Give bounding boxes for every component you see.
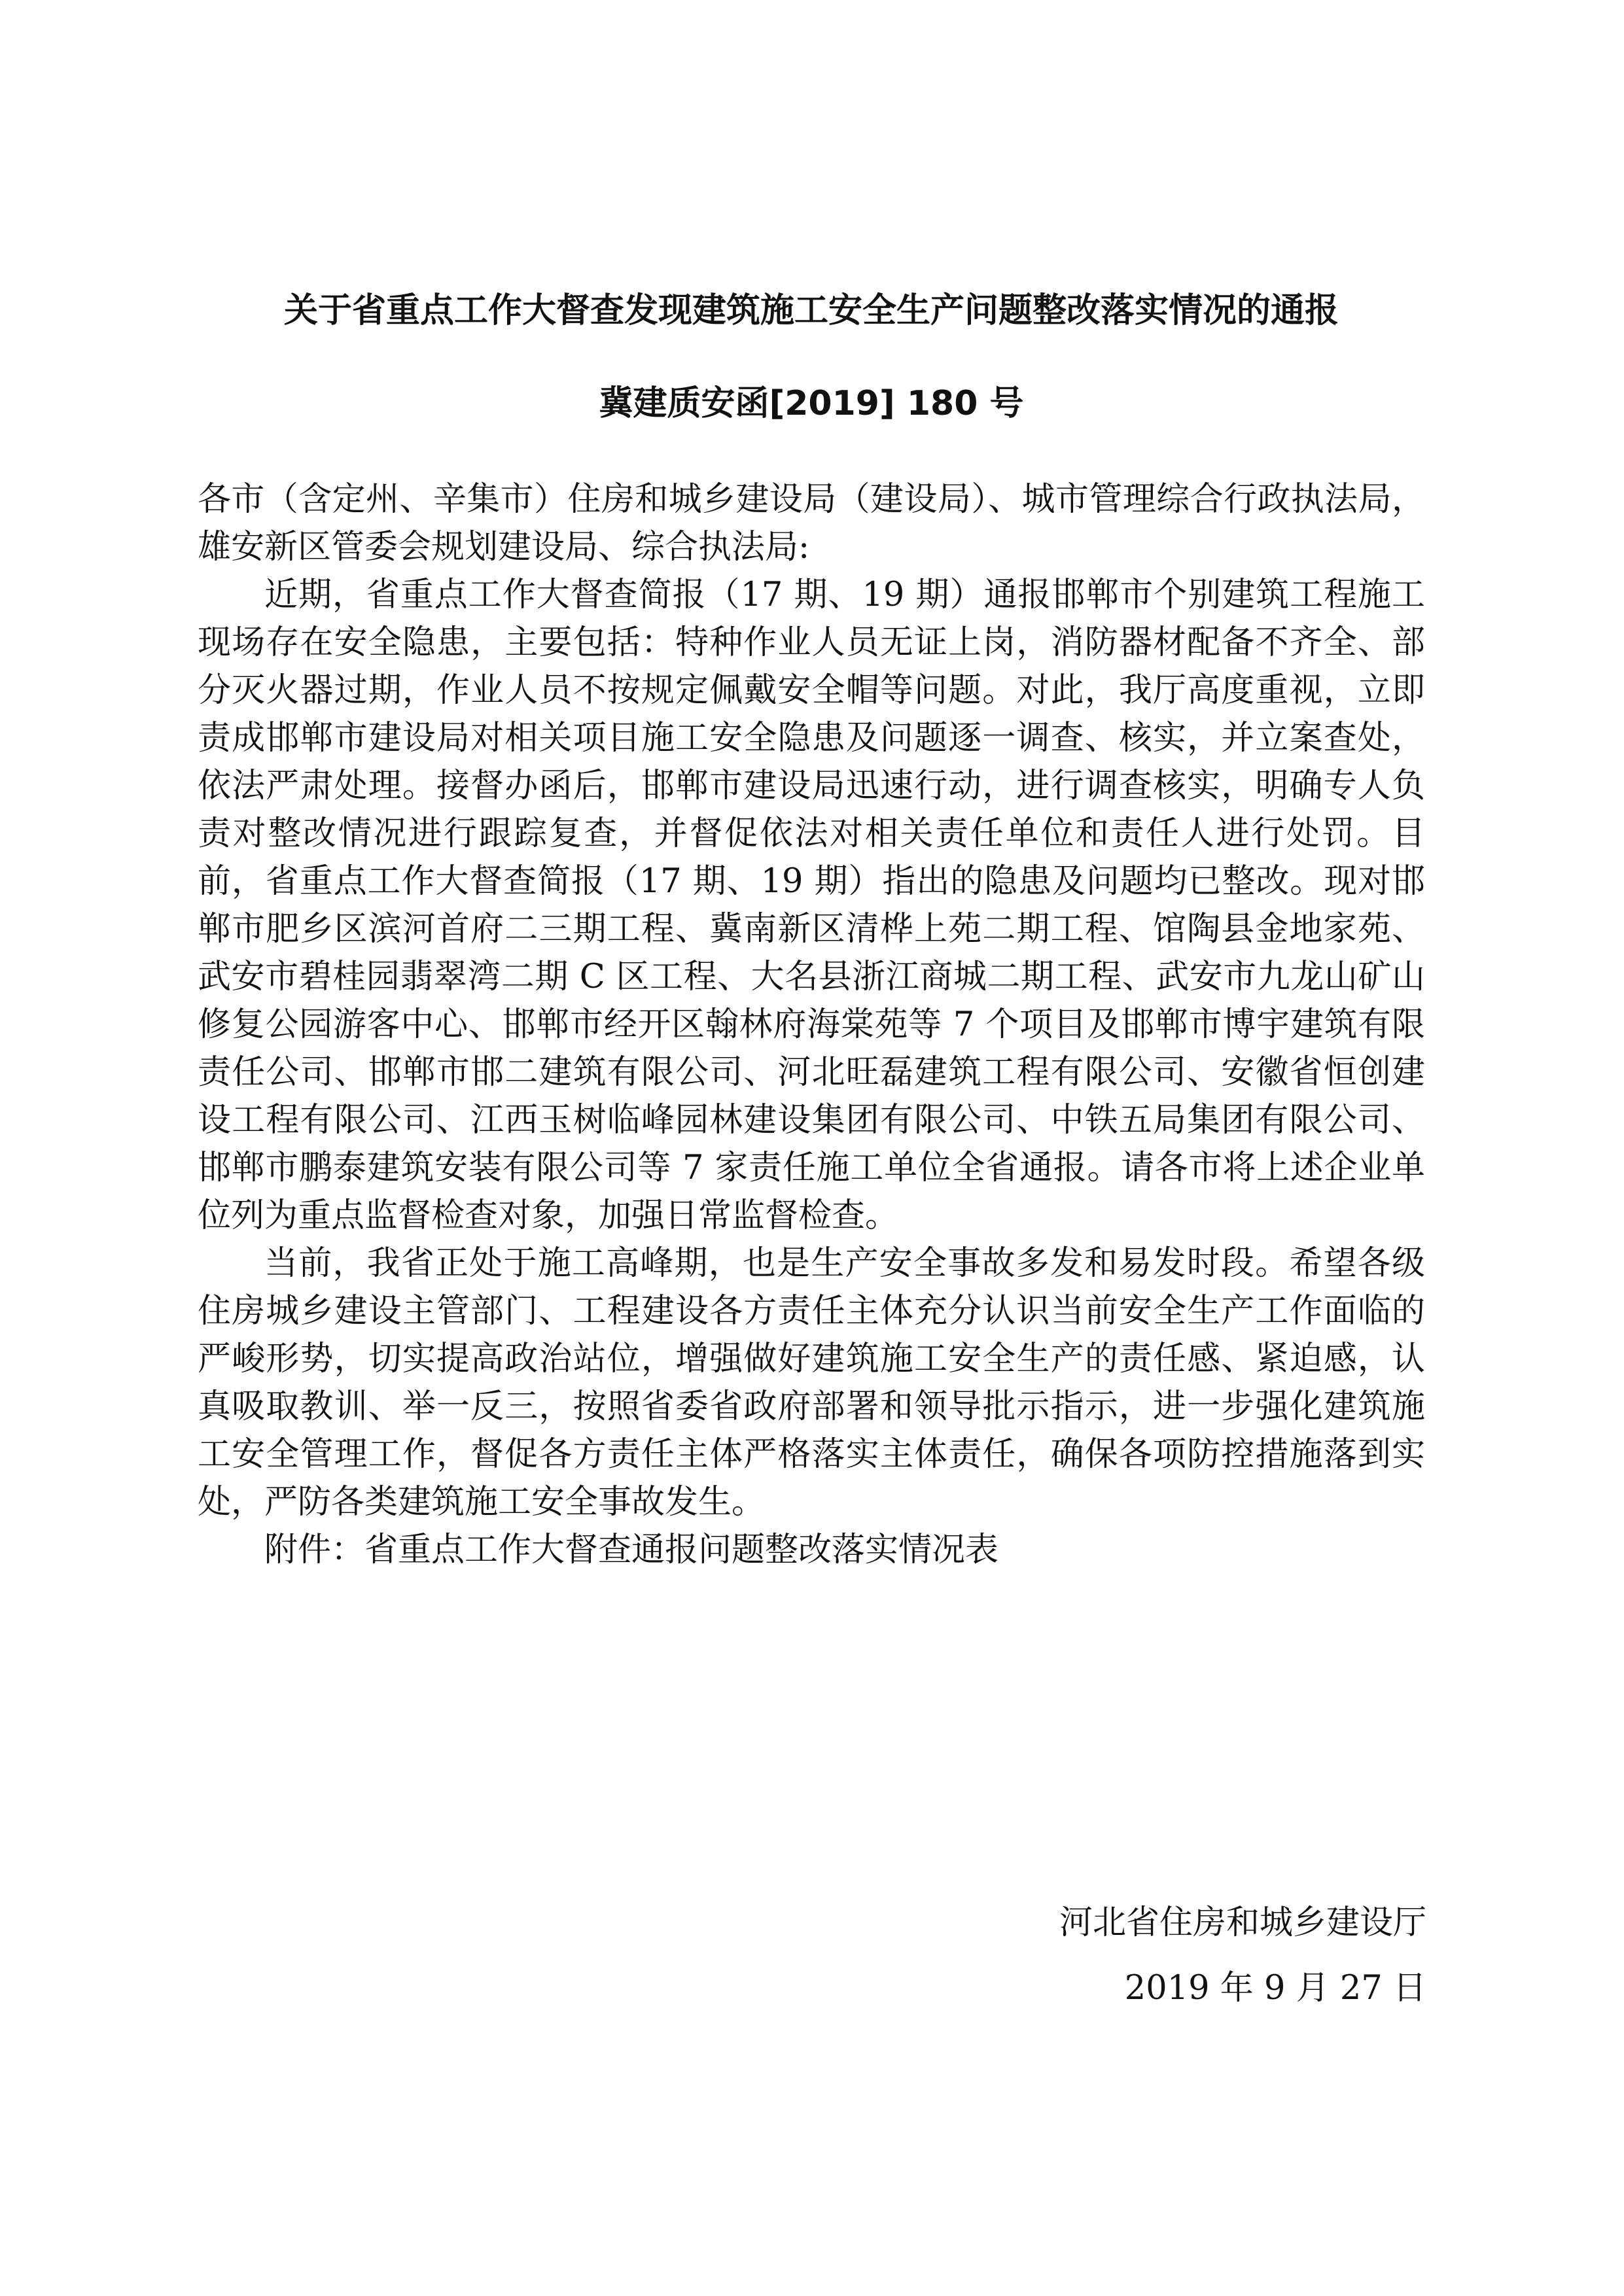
attachment-line: 附件：省重点工作大督查通报问题整改落实情况表 — [264, 1531, 999, 1569]
document-body — [198, 476, 1425, 1574]
paragraph-2: 当前，我省正处于施工高峰期，也是生产安全事故多发和易发时段。希望各级住房城乡建设主管部门、工程建设各方责任主体充分认识当前安全生产工作面临的严峻形势，切实提高政治站位，增强做好建筑施工安全生产的责任感、紧迫感，认真吸取教训、举一反三，按照省委省政府部署和领导批示指示，进一步强化建筑施工安全管理工作，督促各方责任主体严格落实主体责任，确保各项防控措施落到实处，严防各类建筑施工安全事故发生。 — [198, 1244, 1425, 1522]
signature-block — [1059, 1890, 1426, 2021]
paragraph-1: 近期，省重点工作大督查简报（17 期、19 期）通报邯郸市个别建筑工程施工现场存在安全隐患，主要包括：特种作业人员无证上岗，消防器材配备不齐全、部分灭火器过期，作业人员不按规定佩戴安全帽等问题。对此，我厅高度重视，立即责成邯郸市建设局对相关项目施工安全隐患及问题逐一调查、核实，并立案查处，依法严肃处理。接督办函后，邯郸市建设局迅速行动，进行调查核实，明确专人负责对整改情况进行跟踪复查，并督促依法对相关责任单位和责任人进行处罚。目前，省重点工作大督查简报（17 期、19 期）指出的隐患及问题均已整改。现对邯郸市肥乡区滨河首府二三期工程、冀南新区清桦上苑二期工程、馆陶县金地家苑、武安市碧桂园翡翠湾二期 C 区工程、大名县浙江商城二期工程、武安市九龙山矿山修复公园游客中心、邯郸市经开区翰林府海棠苑等 7 个项目及邯郸市博宇建筑有限责任公司、邯郸市邯二建筑有限公司、河北旺磊建筑工程有限公司、安徽省恒创建设工程有限公司、江西玉树临峰园林建设集团有限公司、中铁五局集团有限公司、邯郸市鹏泰建筑安装有限公司等 7 家责任施工单位全省通报。请各市将上述企业单位列为重点监督检查对象，加强日常监督检查。 — [198, 576, 1425, 1235]
document-title: 关于省重点工作大督查发现建筑施工安全生产问题整改落实情况的通报 — [283, 291, 1339, 330]
addressee: 各市（含定州、辛集市）住房和城乡建设局（建设局）、城市管理综合行政执法局，雄安新区管委会规划建设局、综合执法局: — [198, 480, 1425, 566]
issue-date: 2019 年 9 月 27 日 — [1124, 1969, 1426, 2008]
document-number: 冀建质安函[2019] 180 号 — [599, 384, 1024, 423]
issuer-name: 河北省住房和城乡建设厅 — [1059, 1904, 1426, 1942]
